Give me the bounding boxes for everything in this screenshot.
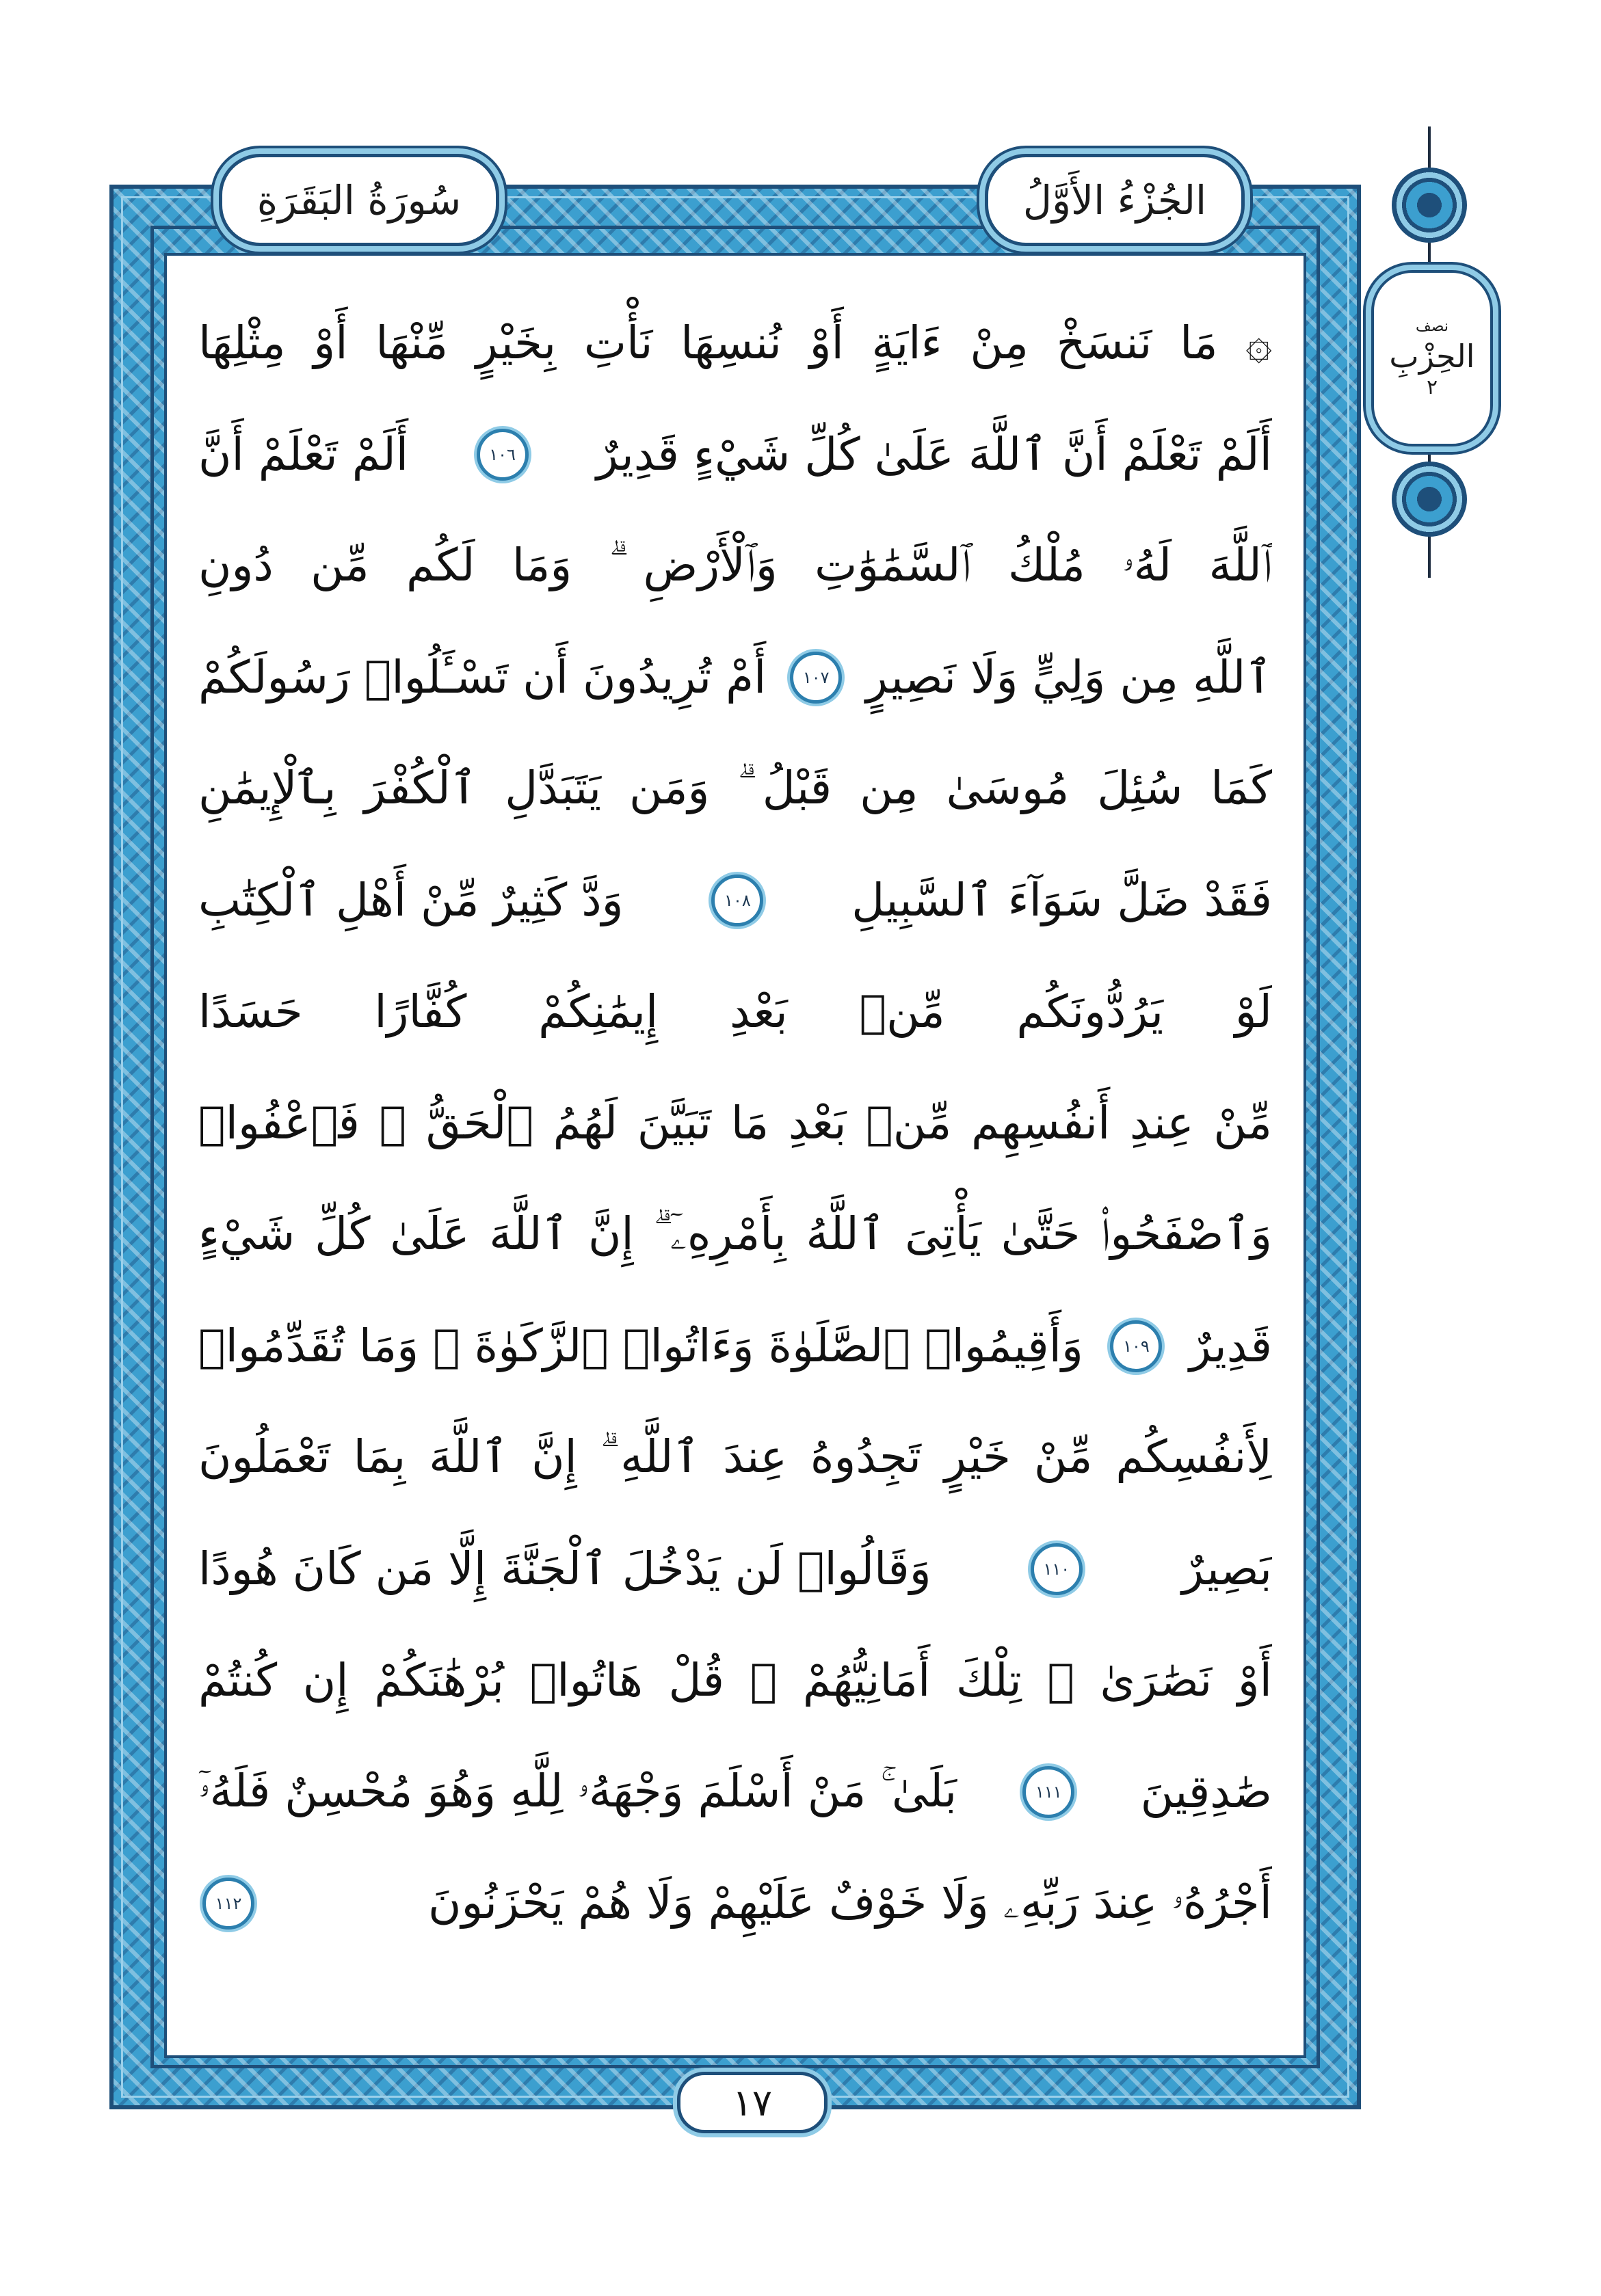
verse-text: بَلَىٰ ۚ مَنْ أَسْلَمَ وَجْهَهُۥ لِلَّهِ وَهُوَ مُحْسِنٌ فَلَهُۥٓ [198,1765,957,1817]
verse-text: فَقَدْ ضَلَّ سَوَآءَ ٱلسَّبِيلِ [851,874,1272,926]
verse-text: لَوْ يَرُدُّونَكُم مِّنۢ بَعْدِ إِيمَٰنِكُمْ كُفَّارًا حَسَدًا [198,985,1272,1038]
hizb-fraction-label: نصف [1416,318,1448,335]
verse-line [198,510,1272,622]
verse-text: صَٰدِقِينَ [1140,1765,1272,1818]
verse-line [198,399,1272,510]
verse-line [198,1402,1272,1513]
verse-text: ٱللَّهِ مِن وَلِيٍّ وَلَا نَصِيرٍ [866,651,1272,704]
verse-lines [198,287,1272,1959]
medallion-icon [1392,168,1467,243]
verse-text: أَوْ نَصَٰرَىٰ ۗ تِلْكَ أَمَانِيُّهُمْ ۗ قُلْ هَاتُوا۟ بُرْهَٰنَكُمْ إِن كُنتُمْ [198,1654,1272,1707]
verse-line [198,1736,1272,1847]
page-number [677,2072,828,2133]
verse-line [198,733,1272,844]
surah-name-label: سُورَةُ البَقَرَةِ [256,176,462,224]
verse-line [198,1067,1272,1179]
ayah-number-marker: ١٠٧ [790,652,842,704]
verse-text: وَدَّ كَثِيرٌ مِّنْ أَهْلِ ٱلْكِتَٰبِ [198,874,624,926]
verse-text: أَمْ تُرِيدُونَ أَن تَسْـَٔلُوا۟ رَسُولَكُمْ [198,651,767,704]
juz-name-cartouche [985,154,1245,246]
verse-text: لِأَنفُسِكُم مِّنْ خَيْرٍ تَجِدُوهُ عِندَ ٱللَّهِ ۗ إِنَّ ٱللَّهَ بِمَا تَعْمَلُونَ [198,1430,1272,1483]
verse-line [198,1625,1272,1736]
page-number-label: ١٧ [732,2081,772,2124]
verse-text: وَأَقِيمُوا۟ ٱلصَّلَوٰةَ وَءَاتُوا۟ ٱلزَّكَوٰةَ ۚ وَمَا تُقَدِّمُوا۟ [198,1320,1083,1372]
verse-text: وَقَالُوا۟ لَن يَدْخُلَ ٱلْجَنَّةَ إِلَّا مَن كَانَ هُودًا [198,1543,931,1595]
verse-line [198,1290,1272,1402]
verse-line [198,956,1272,1067]
verse-text: ٱللَّهَ لَهُۥ مُلْكُ ٱلسَّمَٰوَٰتِ وَٱلْأَرْضِ ۗ وَمَا لَكُم مِّن دُونِ [198,539,1272,591]
surah-name-cartouche [219,154,499,246]
verse-text: قَدِيرٌ [1189,1320,1272,1372]
hizb-number: ٢ [1426,375,1438,399]
ayah-number-marker: ١٠٨ [711,875,763,926]
ayah-number-marker: ١٠٦ [477,429,529,481]
verse-text: أَجْرُهُۥ عِندَ رَبِّهِۦ وَلَا خَوْفٌ عَلَيْهِمْ وَلَا هُمْ يَحْزَنُونَ [428,1876,1272,1929]
ayah-number-marker: ١١٠ [1031,1543,1083,1595]
verse-text: وَٱصْفَحُوا۟ حَتَّىٰ يَأْتِىَ ٱللَّهُ بِأَمْرِهِۦٓ ۗ إِنَّ ٱللَّهَ عَلَىٰ كُلِّ شَيْءٍ [198,1207,1272,1260]
hizb-marker [1364,126,1494,578]
verse-text: بَصِيرٌ [1182,1543,1272,1595]
verse-line [198,1179,1272,1290]
verse-text: أَلَمْ تَعْلَمْ أَنَّ [198,428,409,481]
juz-name-label: الجُزْءُ الأَوَّلُ [1022,176,1207,224]
verse-line [198,287,1272,399]
verse-line [198,844,1272,956]
verse-text: كَمَا سُئِلَ مُوسَىٰ مِن قَبْلُ ۗ وَمَن يَتَبَدَّلِ ٱلْكُفْرَ بِٱلْإِيمَٰنِ [198,762,1272,814]
hizb-label-box [1371,270,1493,446]
verse-line [198,622,1272,733]
medallion-icon [1392,462,1467,537]
hizb-label: الحِزْبِ [1389,338,1475,375]
ayah-number-marker: ١٠٩ [1110,1320,1162,1372]
verse-text: أَلَمْ تَعْلَمْ أَنَّ ٱللَّهَ عَلَىٰ كُلِّ شَيْءٍ قَدِيرٌ [596,428,1272,481]
verse-line [198,1513,1272,1625]
ayah-number-marker: ١١٢ [202,1878,254,1930]
verse-text: ۞ مَا نَنسَخْ مِنْ ءَايَةٍ أَوْ نُنسِهَا نَأْتِ بِخَيْرٍ مِّنْهَا أَوْ مِثْلِهَا [198,317,1272,369]
verse-text: مِّنْ عِندِ أَنفُسِهِم مِّنۢ بَعْدِ مَا تَبَيَّنَ لَهُمُ ٱلْحَقُّ ۖ فَٱعْفُوا۟ [198,1097,1272,1149]
verse-line [198,1847,1272,1959]
ayah-number-marker: ١١١ [1022,1766,1074,1818]
